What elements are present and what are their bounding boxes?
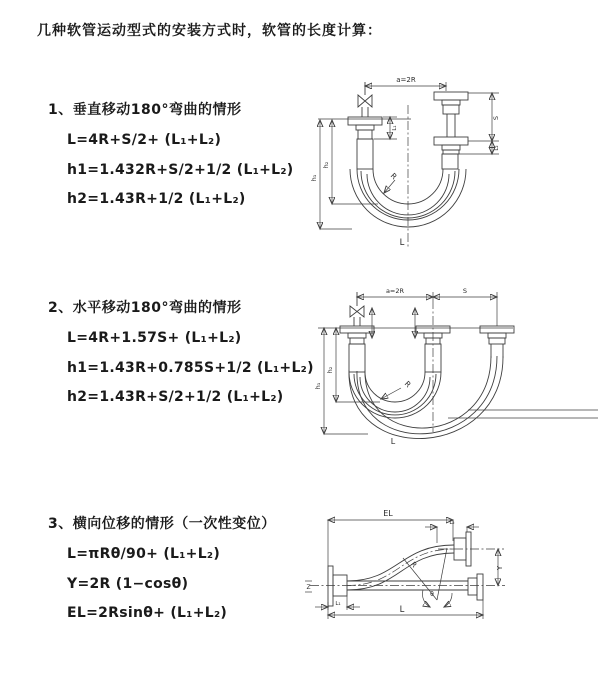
dimensions <box>310 76 500 248</box>
radius-label: R <box>408 560 419 570</box>
hose-swung-position-2 <box>349 356 503 439</box>
right-fitting <box>480 326 514 358</box>
dim-label-l1: L₁ <box>392 125 398 131</box>
formula-line: EL=2Rsinθ+ (L₁+L₂) <box>67 605 228 621</box>
dimensions <box>314 287 497 446</box>
dim-label-a2r: a=2R <box>385 287 405 295</box>
radius-label: R <box>402 379 413 390</box>
angle-label-theta: θ <box>430 591 434 598</box>
dim-label-l1: L₁ <box>335 601 341 607</box>
formula-line: h1=1.432R+S/2+1/2 (L₁+L₂) <box>67 161 294 178</box>
axis-mark-z: Z <box>306 584 311 591</box>
section-2-heading: 2、水平移动180°弯曲的情形 <box>48 300 242 316</box>
valve-icon <box>350 306 364 317</box>
angle-reference-line <box>437 548 447 600</box>
dim-label-l2: L₂ <box>449 520 455 526</box>
dimensions <box>305 509 504 619</box>
valve-and-left-fitting <box>340 292 374 372</box>
section-3-heading: 3、横向位移的情形（一次性变位） <box>48 516 276 532</box>
formula-line: L=4R+1.57S+ (L₁+L₂) <box>67 330 242 346</box>
braided-hose-section <box>442 154 458 169</box>
formula-line: L=πRθ/90+ (L₁+L₂) <box>67 546 221 562</box>
section-1-heading: 1、垂直移动180°弯曲的情形 <box>48 102 242 118</box>
diagram-horizontal-180-bend <box>308 282 600 454</box>
dim-label-y: Y <box>496 565 504 571</box>
formula-line: h1=1.43R+0.785S+1/2 (L₁+L₂) <box>67 359 314 376</box>
s-curve-hose-displaced <box>347 545 454 590</box>
angle-arc <box>422 590 430 607</box>
dim-label-l2: L₂ <box>494 145 500 151</box>
angle-arc <box>444 593 452 607</box>
dim-label-l: L <box>399 605 405 615</box>
length-label: L <box>390 437 396 446</box>
right-lower-flange <box>468 574 483 600</box>
braided-hose-section <box>357 139 373 169</box>
section-vertical-180 <box>48 99 294 219</box>
length-label: L <box>399 238 405 248</box>
formula-line: L=4R+S/2+ (L₁+L₂) <box>67 132 222 148</box>
formula-line: h2=1.43R+1/2 (L₁+L₂) <box>67 191 246 207</box>
dim-label-a2r: a=2R <box>396 76 416 84</box>
hose-u-arcs-position-1 <box>349 372 441 418</box>
dim-label-s: S <box>492 115 500 121</box>
radius-leader <box>384 180 395 193</box>
radius-leader <box>381 388 401 399</box>
diagram-lateral-displacement <box>298 503 598 648</box>
formula-line: Y=2R (1−cosθ) <box>67 575 189 592</box>
section-lateral-displacement <box>48 513 276 633</box>
dim-label-h2: h₂ <box>326 366 334 374</box>
section-horizontal-180 <box>48 297 314 417</box>
valve-and-left-fitting <box>348 82 382 169</box>
radius-label: R <box>388 171 399 182</box>
dim-label-el: EL <box>383 509 393 518</box>
dim-label-h1: h₁ <box>314 382 322 390</box>
dim-label-h2: h₂ <box>322 161 330 169</box>
page-title: 几种软管运动型式的安装方式时，软管的长度计算： <box>37 23 382 39</box>
left-flange <box>328 566 347 606</box>
formula-line: h2=1.43R+S/2+1/2 (L₁+L₂) <box>67 389 284 405</box>
braided-hose-section <box>349 344 365 372</box>
diagram-vertical-180-bend <box>306 57 536 262</box>
right-fitting <box>434 92 468 169</box>
dim-label-h1: h₁ <box>310 174 318 182</box>
dim-label-s: S <box>462 287 468 295</box>
valve-icon <box>358 95 372 107</box>
